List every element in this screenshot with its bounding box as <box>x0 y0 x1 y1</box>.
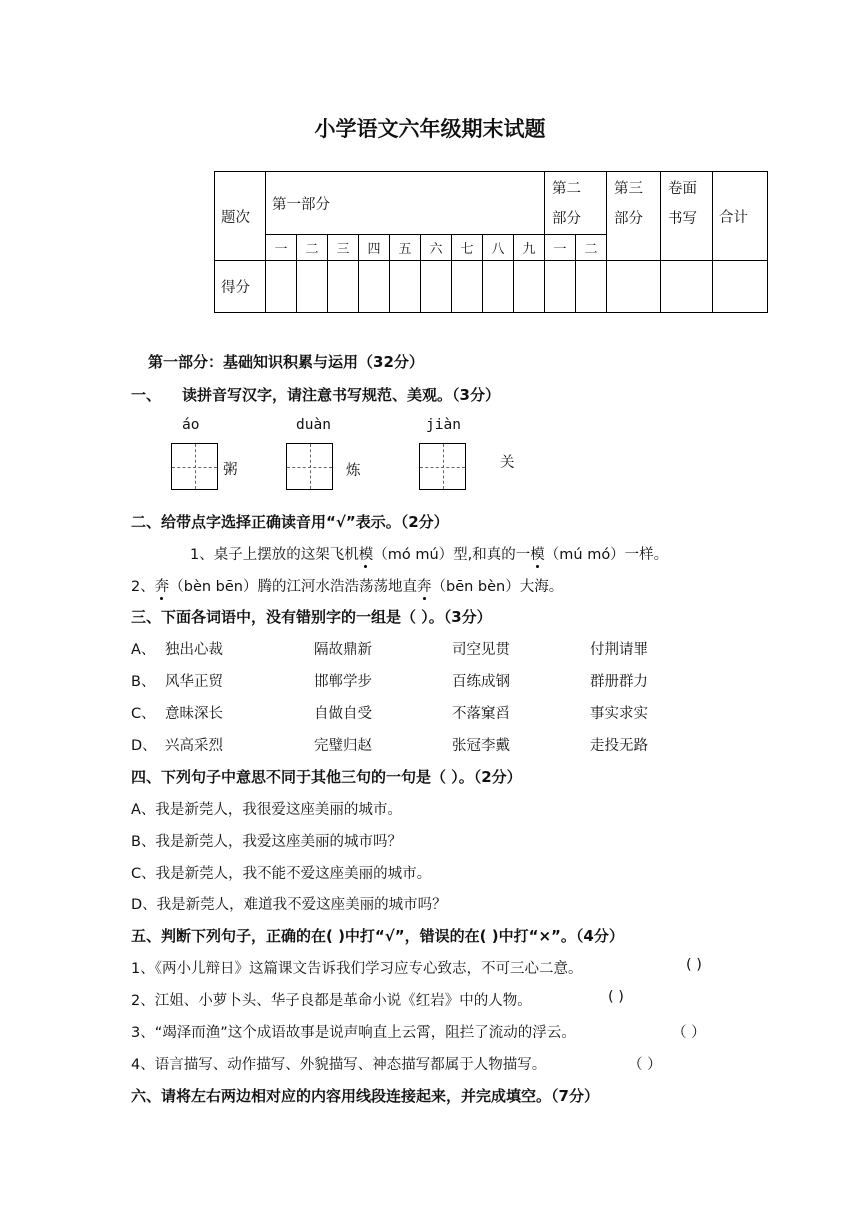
col-5: 五 <box>390 235 421 261</box>
q3-word: 不落窠舀 <box>452 706 510 722</box>
q2-sentence-2: 2、奔（bèn bēn）腾的江河水浩浩荡荡地直奔（bēn bèn）大海。 <box>131 575 563 596</box>
q3-word: 走投无路 <box>590 738 648 754</box>
q5-item-2: 2、江姐、小萝卜头、华子良都是革命小说《红岩》中的人物。 <box>131 993 532 1009</box>
q3-word: 邯郸学步 <box>314 674 372 690</box>
writing-header: 卷面书写 <box>661 172 713 261</box>
q5-heading: 五、判断下列句子，正确的在( )中打“√”，错误的在( )中打“×”。（4分） <box>131 927 624 945</box>
q5-answer-paren-3[interactable]: （ ） <box>672 1025 706 1041</box>
part3-header: 第三部分 <box>607 172 661 261</box>
writing-box-1[interactable] <box>171 443 218 490</box>
q3-word: 事实求实 <box>590 706 648 722</box>
col-1: 一 <box>266 235 297 261</box>
col-9: 九 <box>514 235 545 261</box>
q3-word: 张冠李戴 <box>452 738 510 754</box>
writing-box-2[interactable] <box>286 443 333 490</box>
q6-heading: 六、请将左右两边相对应的内容用线段连接起来，并完成填空。（7分） <box>131 1087 599 1105</box>
score-cell[interactable] <box>576 261 607 313</box>
word-char-1: 粥 <box>223 462 238 478</box>
q3-heading: 三、下面各词语中，没有错别字的一组是（ ）。（3分） <box>131 608 492 626</box>
word-char-2: 炼 <box>346 463 361 479</box>
total-header: 合计 <box>713 172 768 261</box>
score-cell[interactable] <box>514 261 545 313</box>
score-label: 得分 <box>215 261 266 313</box>
q5-answer-paren-1[interactable]: ( ) <box>686 957 702 973</box>
score-cell[interactable] <box>607 261 661 313</box>
q2-sentence-1: 1、桌子上摆放的这架飞机模（mó mú）型,和真的一模（mú mó）一样。 <box>190 543 668 564</box>
score-cell[interactable] <box>390 261 421 313</box>
q5-item-3: 3、“竭泽而渔”这个成语故事是说声响直上云霄，阻拦了流动的浮云。 <box>131 1025 576 1041</box>
col-4: 四 <box>359 235 390 261</box>
col-6: 六 <box>421 235 452 261</box>
q3-option-c-label: C、 <box>131 706 156 722</box>
score-cell[interactable] <box>266 261 297 313</box>
pinyin-2: duàn <box>296 417 331 433</box>
score-cell[interactable] <box>713 261 768 313</box>
score-cell[interactable] <box>421 261 452 313</box>
q5-answer-paren-2[interactable]: ( ) <box>608 989 624 1005</box>
pinyin-1: áo <box>182 417 200 433</box>
col-3: 三 <box>328 235 359 261</box>
score-table <box>214 171 768 313</box>
q5-item-1: 1、《两小儿辩日》这篇课文告诉我们学习应专心致志，不可三心二意。 <box>131 961 583 977</box>
score-cell[interactable] <box>661 261 713 313</box>
part1-header: 第一部分 <box>266 172 545 235</box>
q3-word: 司空见贯 <box>452 642 510 658</box>
part2-header: 第二部分 <box>545 172 607 235</box>
q3-word: 自做自受 <box>314 706 372 722</box>
q3-word: 隔故鼎新 <box>314 642 372 658</box>
pinyin-3: jiàn <box>426 417 461 433</box>
score-cell[interactable] <box>328 261 359 313</box>
part1-heading: 第一部分：基础知识积累与运用（32分） <box>148 353 424 371</box>
q4-option-c: C、我是新莞人，我不能不爱这座美丽的城市。 <box>131 866 432 882</box>
q3-option-a-label: A、 <box>131 642 156 658</box>
score-cell[interactable] <box>545 261 576 313</box>
q3-option-d-label: D、 <box>131 738 157 754</box>
q3-word: 独出心裁 <box>165 642 223 658</box>
score-cell[interactable] <box>359 261 390 313</box>
col-p2-2: 二 <box>576 235 607 261</box>
q4-option-a: A、我是新莞人，我很爱这座美丽的城市。 <box>131 802 402 818</box>
q3-word: 付荆请罪 <box>590 642 648 658</box>
score-cell[interactable] <box>483 261 514 313</box>
q3-word: 百练成钢 <box>452 674 510 690</box>
q5-item-4: 4、语言描写、动作描写、外貌描写、神态描写都属于人物描写。 <box>131 1057 547 1073</box>
word-char-3: 关 <box>500 455 515 471</box>
writing-box-3[interactable] <box>419 443 466 490</box>
score-cell[interactable] <box>297 261 328 313</box>
col-8: 八 <box>483 235 514 261</box>
q4-option-d: D、我是新莞人，难道我不爱这座美丽的城市吗？ <box>131 897 447 913</box>
page-title: 小学语文六年级期末试题 <box>314 117 546 141</box>
col-p2-1: 一 <box>545 235 576 261</box>
q2-heading: 二、给带点字选择正确读音用“√”表示。（2分） <box>131 513 449 531</box>
q5-answer-paren-4[interactable]: （ ） <box>628 1057 662 1073</box>
q3-word: 风华正贸 <box>165 674 223 690</box>
q3-word: 群册群力 <box>590 674 648 690</box>
q3-word: 完璧归赵 <box>314 738 372 754</box>
q1-heading: 读拼音写汉字，请注意书写规范、美观。（3分） <box>182 386 500 404</box>
score-cell[interactable] <box>452 261 483 313</box>
row-label: 题次 <box>215 172 266 261</box>
col-7: 七 <box>452 235 483 261</box>
q3-word: 意昧深长 <box>165 706 223 722</box>
q4-option-b: B、我是新莞人，我爱这座美丽的城市吗？ <box>131 834 402 850</box>
q3-word: 兴高采烈 <box>165 738 223 754</box>
q3-option-b-label: B、 <box>131 674 156 690</box>
q4-heading: 四、下列句子中意思不同于其他三句的一句是（ ）。（2分） <box>131 768 522 786</box>
col-2: 二 <box>297 235 328 261</box>
q1-number: 一、 <box>131 386 162 404</box>
